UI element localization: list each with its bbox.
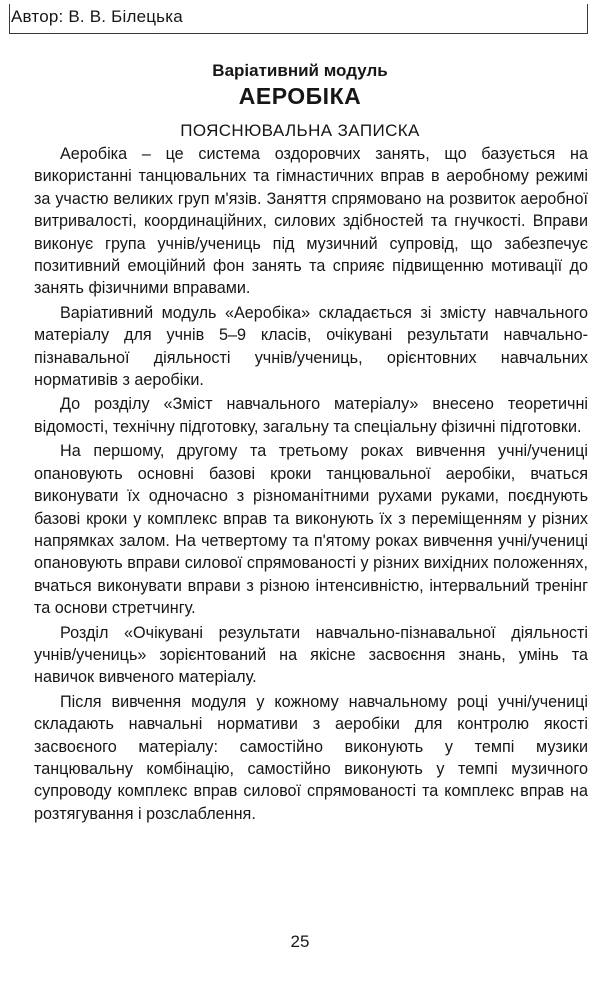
paragraph-expected-results: Розділ «Очікувані результати навчально-пізнавальної діяльності учнів/учениць» зорієнтований на якісне засвоєння знань, умінь та навичок вивченого матеріалу. bbox=[34, 623, 588, 687]
page-number: 25 bbox=[290, 932, 310, 951]
section-title: ПОЯСНЮВАЛЬНА ЗАПИСКА bbox=[180, 121, 420, 140]
module-name-heading: АЕРОБІКА bbox=[238, 83, 362, 109]
body-text bbox=[34, 143, 588, 827]
module-subtitle: Варіативний модуль bbox=[212, 61, 388, 80]
paragraph-content-section: До розділу «Зміст навчального матеріалу» внесено теоретичні відомості, технічну підготовку, загальну та спеціальну фізичні підготовки. bbox=[34, 395, 588, 436]
paragraph-module-structure: Варіативний модуль «Аеробіка» складається зі змісту навчального матеріалу для учнів 5–9 класів, очікувані результати навчально-пізнавальної діяльності учнів/учениць, орієнтовних навчальних нормативів з аеробіки. bbox=[34, 303, 588, 390]
running-header-author: Автор: В. В. Білецька bbox=[11, 7, 183, 26]
paragraph-standards: Після вивчення модуля у кожному навчальному році учні/учениці складають навчальні нормативи з аеробіки для контролю якості засвоєного матеріалу: самостійно виконують у темпі музики танцювальну комбінацію, самостійно виконують у темпі музичного супроводу комплекс вправ силової спрямованості та комплекс вправ на розтягування і розслаблення. bbox=[34, 692, 588, 823]
paragraph-study-years: На першому, другому та третьому роках вивчення учні/учениці опановують основні базові кроки танцювальної аеробіки, вчаться виконувати їх одночасно з різноманітними рухами руками, поєднують базові кроки у комплекс вправ та виконують їх з переміщенням у різних напрямках залом. На четвертому та п'ятому роках вивчення учні/учениці опановують вправи силової спрямованості у різних вихідних положеннях, вчаться виконувати вправи з різною інтенсивністю, інтервальний тренінг та основи стретчингу. bbox=[34, 442, 588, 618]
paragraph-definition: Аеробіка – це система оздоровчих занять, що базується на використанні танцювальних та гімнастичних вправ в аеробному режимі за участю великих груп м'язів. Заняття спрямовано на розвиток аеробної витривалості, координаційних, силових здібностей та гнучкості. Вправи виконує група учнів/учениць під музичний супровід, що забезпечує позитивний емоційний фон занять та сприяє підвищенню мотивації до занять фізичними вправами. bbox=[34, 145, 588, 298]
